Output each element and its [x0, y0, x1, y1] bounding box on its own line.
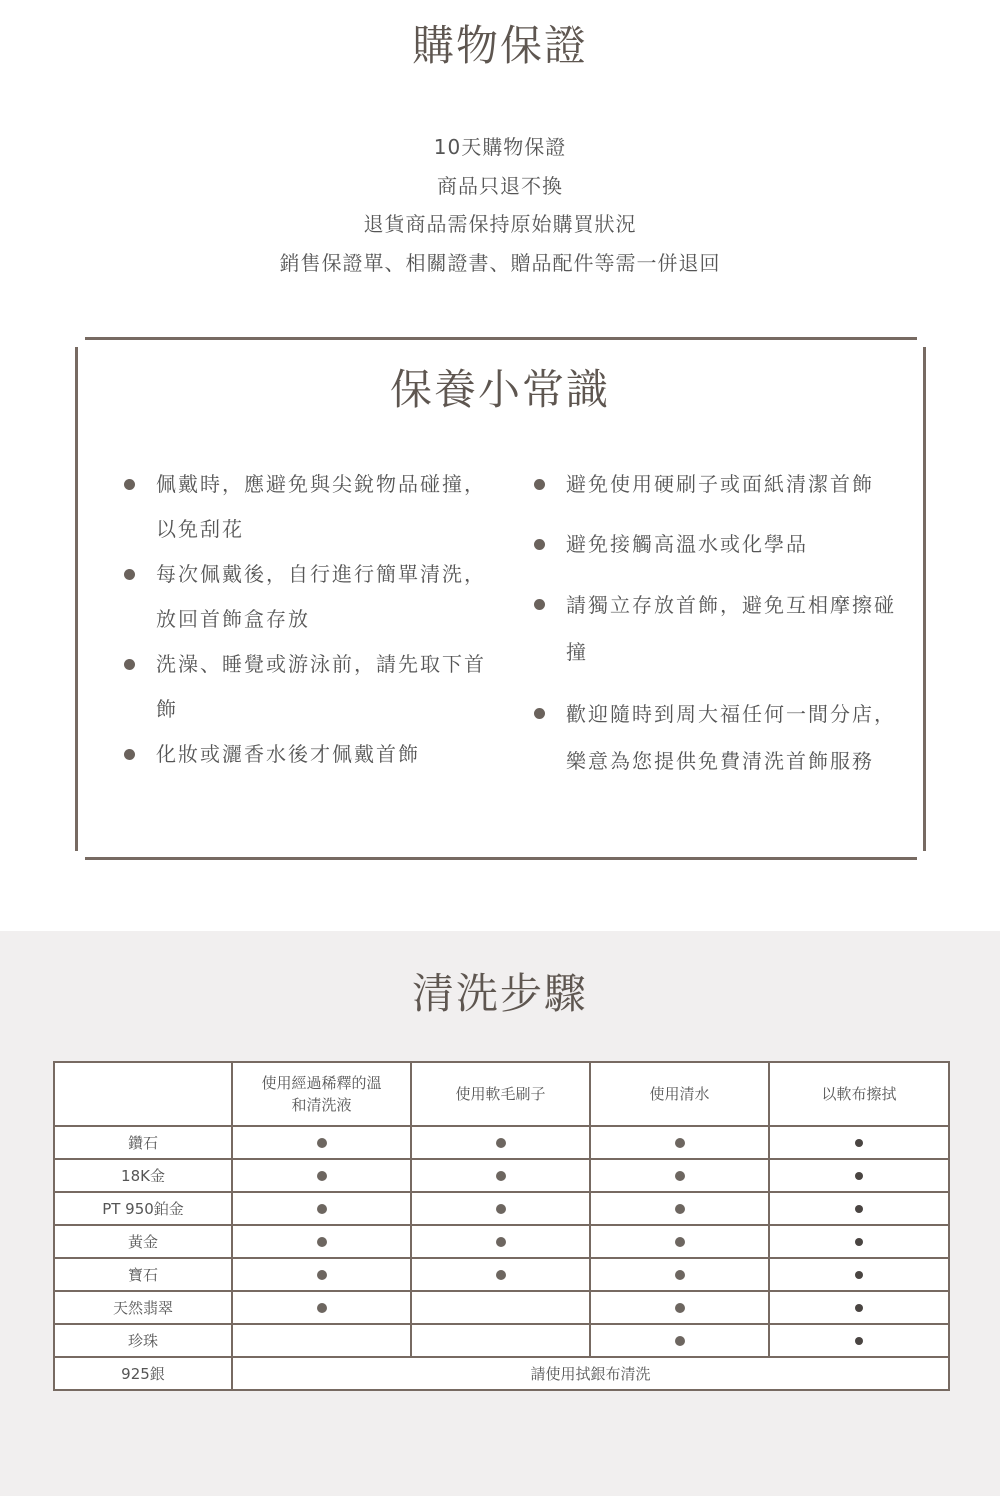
dot-icon — [855, 1205, 863, 1213]
table-row — [54, 1258, 949, 1291]
material-cell: 925銀 — [54, 1357, 232, 1390]
mark-cell — [590, 1192, 769, 1225]
header-cell: 使用清水 — [590, 1062, 769, 1126]
care-list-right — [534, 462, 914, 800]
dot-icon — [855, 1271, 863, 1279]
mark-cell — [232, 1159, 411, 1192]
bullet-icon — [124, 659, 135, 670]
bullet-icon — [124, 569, 135, 580]
mark-cell — [411, 1192, 590, 1225]
mark-cell — [411, 1159, 590, 1192]
mark-cell — [769, 1192, 949, 1225]
dot-icon — [675, 1138, 685, 1148]
cleaning-title: 清洗步驟 — [411, 969, 588, 1018]
dot-icon — [496, 1237, 506, 1247]
header-cell: 使用軟毛刷子 — [411, 1062, 590, 1126]
care-item — [124, 642, 504, 732]
care-item — [124, 462, 504, 552]
mark-cell — [411, 1225, 590, 1258]
bullet-icon — [534, 599, 545, 610]
mark-cell — [769, 1159, 949, 1192]
warranty-line: 銷售保證單、相關證書、贈品配件等需一併退回 — [279, 250, 721, 275]
care-item-text: 歡迎隨時到周大福任何一間分店，樂意為您提供免費清洗首飾服務 — [566, 702, 896, 773]
material-cell: 珍珠 — [54, 1324, 232, 1357]
warranty-line: 商品只退不換 — [437, 173, 563, 198]
dot-icon — [675, 1270, 685, 1280]
dot-icon — [675, 1237, 685, 1247]
mark-cell — [232, 1126, 411, 1159]
care-item-text: 避免接觸高溫水或化學品 — [566, 532, 808, 556]
material-cell: 鑽石 — [54, 1126, 232, 1159]
dot-icon — [855, 1139, 863, 1147]
dot-icon — [855, 1304, 863, 1312]
dot-icon — [855, 1172, 863, 1180]
care-item — [124, 732, 504, 777]
table-row — [54, 1357, 949, 1390]
mark-cell — [769, 1126, 949, 1159]
mark-cell — [232, 1291, 411, 1324]
header-cell: 以軟布擦拭 — [769, 1062, 949, 1126]
table-row — [54, 1192, 949, 1225]
table-row — [54, 1225, 949, 1258]
bullet-icon — [534, 539, 545, 550]
dot-icon — [317, 1171, 327, 1181]
material-cell: 黃金 — [54, 1225, 232, 1258]
header-label: 使用經過稀釋的溫和清洗液 — [261, 1074, 382, 1114]
care-item — [534, 582, 914, 676]
warranty-lines — [0, 128, 1000, 282]
care-item — [124, 552, 504, 642]
care-item — [534, 522, 914, 567]
header-cell-empty — [54, 1062, 232, 1126]
care-box-right-border — [923, 347, 926, 851]
warranty-title: 購物保證 — [411, 21, 588, 70]
mark-cell — [232, 1324, 411, 1357]
dot-icon — [496, 1204, 506, 1214]
dot-icon — [675, 1204, 685, 1214]
mark-cell — [590, 1291, 769, 1324]
bullet-icon — [534, 708, 545, 719]
care-box-bottom-border — [85, 857, 917, 860]
care-list-left — [124, 462, 504, 777]
warranty-line: 退貨商品需保持原始購買狀況 — [363, 212, 637, 236]
mark-cell — [232, 1258, 411, 1291]
dot-icon — [675, 1171, 685, 1181]
mark-cell — [590, 1159, 769, 1192]
dot-icon — [496, 1171, 506, 1181]
dot-icon — [317, 1303, 327, 1313]
table-row — [54, 1324, 949, 1357]
dot-icon — [675, 1336, 685, 1346]
material-cell: 天然翡翠 — [54, 1291, 232, 1324]
material-cell: 寶石 — [54, 1258, 232, 1291]
cleaning-table — [53, 1061, 950, 1391]
dot-icon — [496, 1138, 506, 1148]
table-row — [54, 1291, 949, 1324]
mark-cell — [590, 1225, 769, 1258]
bullet-icon — [124, 749, 135, 760]
care-item-text: 請獨立存放首飾，避免互相摩擦碰撞 — [566, 593, 896, 664]
bullet-icon — [534, 479, 545, 490]
care-item-text: 每次佩戴後，自行進行簡單清洗，放回首飾盒存放 — [156, 562, 486, 631]
mark-cell — [232, 1192, 411, 1225]
mark-cell — [769, 1324, 949, 1357]
dot-icon — [317, 1237, 327, 1247]
dot-icon — [855, 1337, 863, 1345]
material-cell: 18K金 — [54, 1159, 232, 1192]
mark-cell — [590, 1258, 769, 1291]
header-cell — [232, 1062, 411, 1126]
note-cell: 請使用拭銀布清洗 — [232, 1357, 949, 1390]
care-title: 保養小常識 — [389, 365, 610, 414]
table-header-row — [54, 1062, 949, 1126]
dot-icon — [317, 1270, 327, 1280]
bullet-icon — [124, 479, 135, 490]
dot-icon — [317, 1138, 327, 1148]
warranty-line: 10天購物保證 — [433, 135, 567, 159]
mark-cell — [769, 1291, 949, 1324]
dot-icon — [675, 1303, 685, 1313]
mark-cell — [232, 1225, 411, 1258]
care-item-text: 洗澡、睡覺或游泳前，請先取下首飾 — [156, 652, 486, 721]
dot-icon — [855, 1238, 863, 1246]
dot-icon — [496, 1270, 506, 1280]
mark-cell — [590, 1126, 769, 1159]
care-box-top-border — [85, 337, 917, 340]
dot-icon — [317, 1204, 327, 1214]
mark-cell — [411, 1291, 590, 1324]
care-item-text: 化妝或灑香水後才佩戴首飾 — [156, 742, 420, 766]
mark-cell — [590, 1324, 769, 1357]
table-row — [54, 1159, 949, 1192]
mark-cell — [769, 1225, 949, 1258]
care-box-left-border — [75, 347, 78, 851]
care-item — [534, 691, 914, 785]
mark-cell — [411, 1324, 590, 1357]
care-item — [534, 462, 914, 507]
care-item-text: 佩戴時，應避免與尖銳物品碰撞，以免刮花 — [156, 472, 486, 541]
mark-cell — [769, 1258, 949, 1291]
mark-cell — [411, 1258, 590, 1291]
table-row — [54, 1126, 949, 1159]
material-cell: PT 950鉑金 — [54, 1192, 232, 1225]
care-item-text: 避免使用硬刷子或面紙清潔首飾 — [566, 472, 874, 496]
mark-cell — [411, 1126, 590, 1159]
